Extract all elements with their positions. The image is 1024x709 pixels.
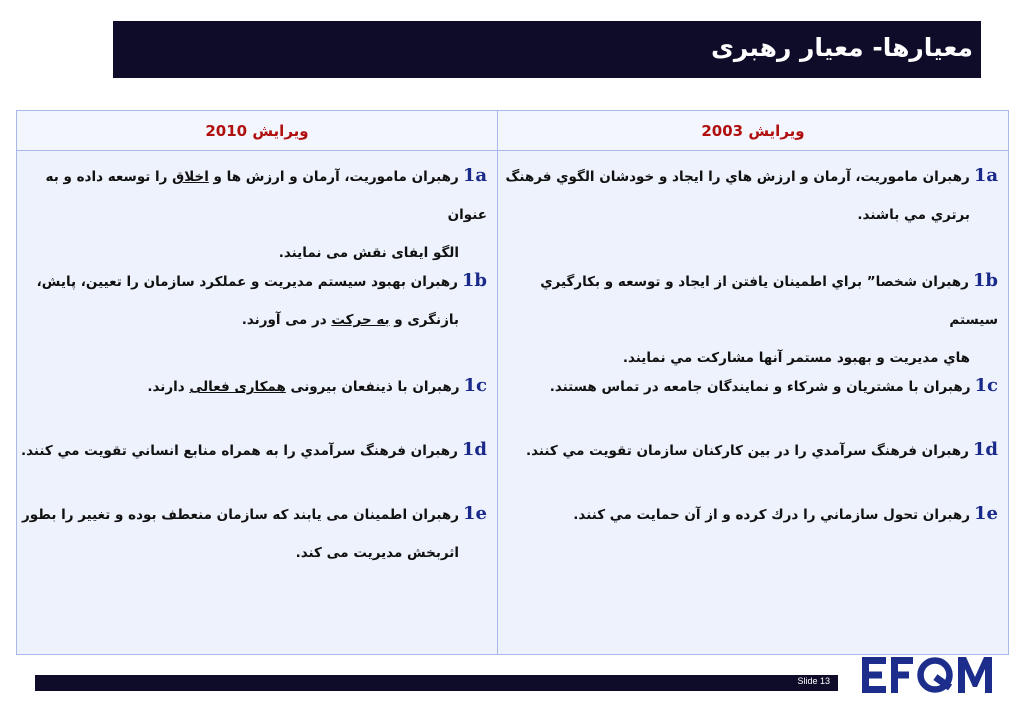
criterion-2003-1d: 1dرهبران فرهنگ سرآمدي را در بين كاركنان سازمان تقويت مي كنند. (525, 439, 998, 460)
column-2010 (17, 151, 498, 654)
title-bar (113, 21, 981, 78)
criterion-2003-1b: 1bرهبران شخصا” براي اطمينان يافتن از ايجاد و توسعه و بكارگيري سيستم هاي مديريت و بهبود مستمر آنها مشاركت مي نمايند. (540, 270, 998, 366)
header-2003: ویرایش 2003 (498, 111, 1008, 151)
criterion-2010-1d: 1dرهبران فرهنگ سرآمدي را به همراه منابع انساني تقويت مي كنند. (20, 439, 487, 460)
slide-number: Slide 13 (797, 676, 830, 686)
column-2003 (498, 151, 1008, 654)
criterion-2003-1c: 1cرهبران با مشتريان و شركاء و نمايندگان جامعه در تماس هستند. (549, 375, 998, 396)
criterion-2010-1c: 1cرهبران با ذینفعان بیرونی همکاری فعالی دارند. (147, 375, 487, 396)
criterion-2010-1e: 1eرهبران اطمینان می یابند که سازمان منعطف بوده و تغییر را بطور اثربخش مدیریت می کند. (21, 503, 487, 561)
criterion-2003-1a: 1aرهبران ماموريت، آرمان و ارزش هاي را ايجاد و خودشان الگوي فرهنگ برتري مي باشند. (505, 165, 998, 223)
footer-bar (35, 675, 838, 691)
comparison-table (16, 110, 1009, 655)
efqm-logo (860, 655, 996, 695)
page-title: معیارها- معیار رهبری (710, 33, 973, 62)
criterion-2010-1b: 1bرهبران بهبود سیستم مدیریت و عملکرد سازمان را تعیین، پایش، بازنگری و به حرکت در می آورند. (36, 270, 487, 328)
criterion-2010-1a: 1aرهبران ماموریت، آرمان و ارزش ها و اخلاق را توسعه داده و به عنوان الگو ایفای نقش می نمایند. (45, 165, 487, 261)
criterion-2003-1e: 1eرهبران تحول سازماني را درك كرده و از آن حمايت مي كنند. (573, 503, 998, 524)
header-2010: ویرایش 2010 (17, 111, 498, 151)
